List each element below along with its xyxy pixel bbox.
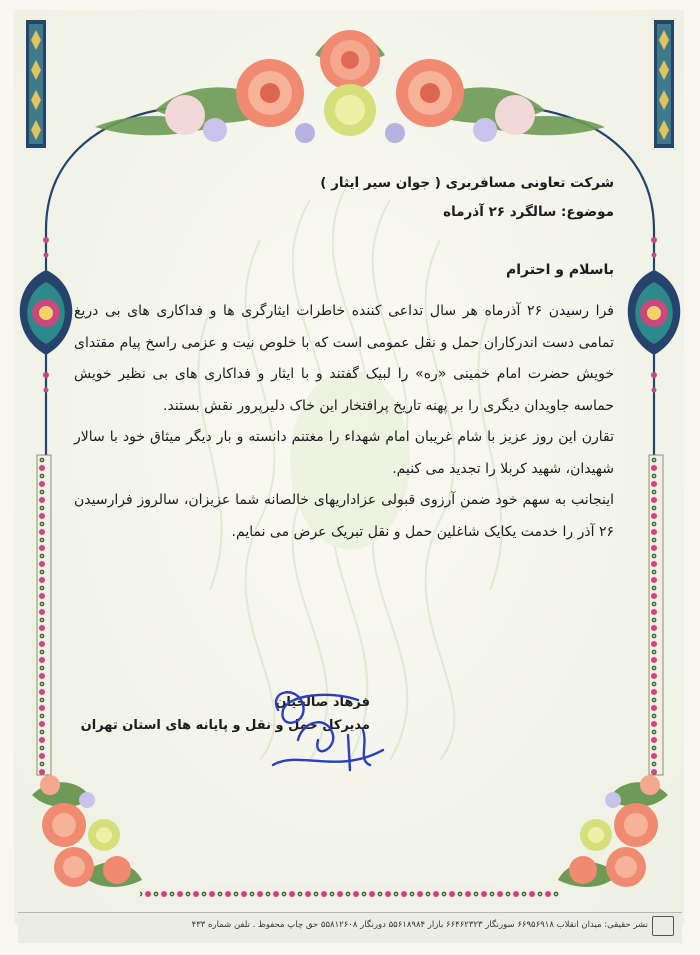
letter-subject: موضوع: سالگرد ۲۶ آذرماه [443,204,614,220]
company-name: شرکت تعاونی مسافربری ( جوان سیر ایثار ) [320,175,614,191]
publisher-logo-icon [652,916,674,936]
rose-bouquet-top-icon [95,15,605,150]
signer-name: فرهاد صالحیان [275,695,370,710]
right-top-ornament [654,20,674,148]
footer-text: نشر حقیقی: میدان انقلاب ۶۶۹۵۶۹۱۸ سورنگار ۶۶۴۶۲۳۲۳ بازار ۵۵۶۱۸۹۸۴ دورنگار ۵۵۸۱۲۶۰۸ حق چاپ محفوظ . تلفن شماره ۴۳۳ [191,920,648,930]
medallion-left-icon [20,270,73,355]
medallion-right-icon [628,270,681,355]
rose-bouquet-bottom-right-icon [538,755,678,905]
signer-title: مدیرکل حمل و نقل و پایانه های استان تهران [80,718,370,733]
paragraph-2: تقارن این روز عزیز با شام غریبان امام شهداء را مغتنم دانسته و بار دیگر میثاق خود با سالار شهیدان، شهید کربلا را تجدید می کنیم. [74,429,614,477]
greeting: باسلام و احترام [506,262,614,278]
letter-body [74,296,614,548]
rose-bouquet-bottom-left-icon [22,755,162,905]
paragraph-1: فرا رسیدن ۲۶ آذرماه هر سال تداعی کننده خاطرات ایثارگری ها و فداکاری های بی دریغ تمامی دست اندرکاران حمل و نقل عمومی است که با خلوص نیت و عزمی راسخ پیام مقتدای خویش حضرت امام خمینی «ره» را لبیک گفتند و با ایثار و فداکاری های بی نظیر خویش حماسه جاویدان دیگری را بر پهنه تاریخ پرافتخار این خاک دلیرپرور نقش بستند. [74,303,614,414]
paragraph-3: اینجانب به سهم خود ضمن آرزوی قبولی عزاداریهای خالصانه شما عزیزان، سالروز فرارسیدن ۲۶ آذر را خدمت یکایک شاغلین حمل و نقل تبریک عرض می نمایم. [74,492,614,540]
handwritten-signature [258,680,398,780]
left-top-ornament [26,20,46,148]
